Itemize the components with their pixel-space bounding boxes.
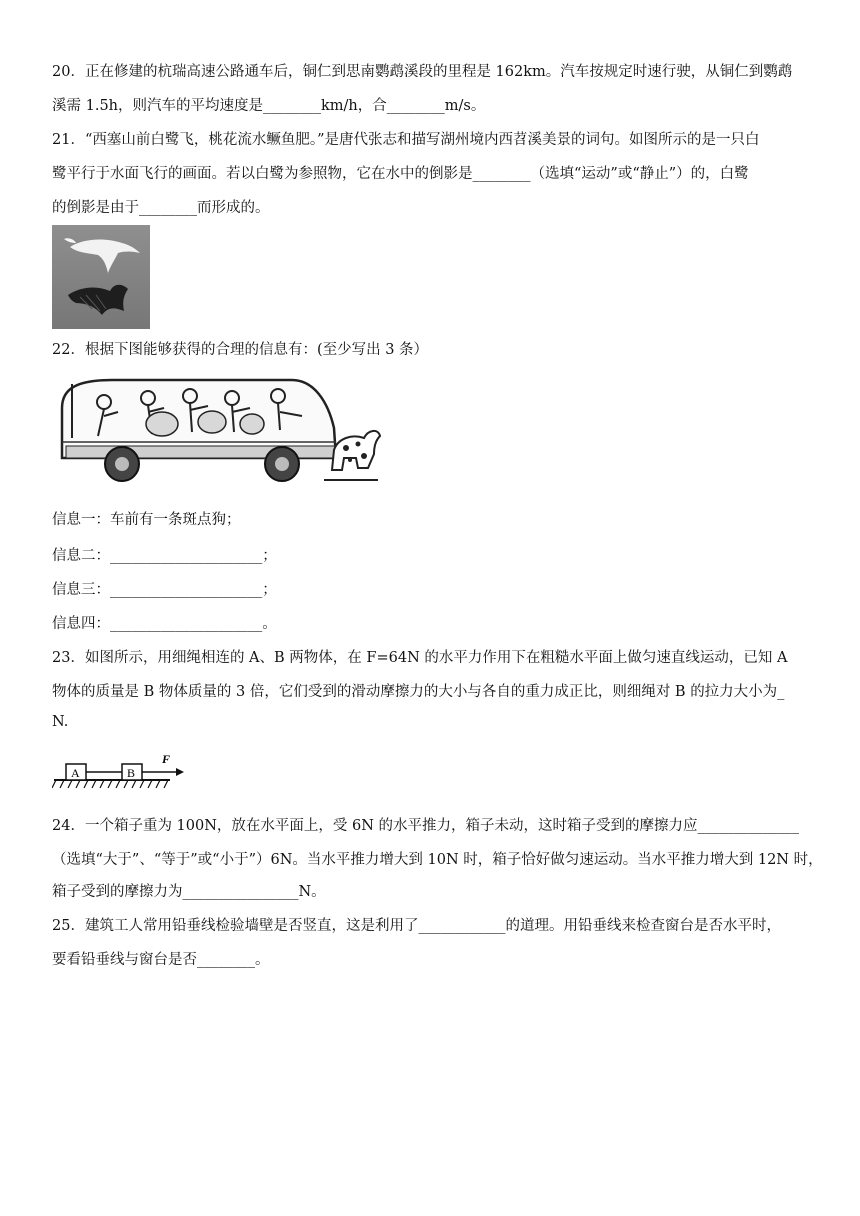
q21-line-1: 21．“西塞山前白鹭飞，桃花流水鳜鱼肥。”是唐代张志和描写湖州境内西苕溪美景的词句。如图所示的是一只白 — [52, 132, 760, 148]
q20-line-2: 溪需 1.5h，则汽车的平均速度是________km/h，合________m/s。 — [52, 98, 486, 114]
q24-line-1: 24．一个箱子重为 100N，放在水平面上，受 6N 的水平推力，箱子未动，这时箱子受到的摩擦力应______________ — [52, 818, 800, 834]
label-f: F — [162, 752, 171, 766]
q25-line-1: 25．建筑工人常用铅垂线检验墙壁是否竖直，这是利用了____________的道理。用铅垂线来检查窗台是否水平时， — [52, 918, 781, 934]
label-b: B — [127, 766, 136, 780]
q22-info-2: 信息二：_____________________； — [52, 548, 277, 564]
q24-line-3: 箱子受到的摩擦力为________________N。 — [52, 884, 326, 900]
q22-line-1: 22．根据下图能够获得的合理的信息有：(至少写出 3 条） — [52, 342, 429, 358]
q22-info-4: 信息四：_____________________。 — [52, 616, 277, 632]
q25-line-2: 要看铅垂线与窗台是否________。 — [52, 952, 270, 968]
q23-line-3: N. — [52, 714, 69, 730]
q22-info-1: 信息一：车前有一条斑点狗； — [52, 512, 241, 528]
q21-line-3: 的倒影是由于________而形成的。 — [52, 200, 270, 216]
q23-line-2: 物体的质量是 B 物体质量的 3 倍，它们受到的滑动摩擦力的大小与各自的重力成正比，则细绳对 B 的拉力大小为_ — [52, 684, 785, 700]
q23-line-1: 23．如图所示，用细绳相连的 A、B 两物体，在 F=64N 的水平力作用下在粗糙水平面上做匀速直线运动，已知 A — [52, 650, 788, 666]
q24-line-2: （选填“大于”、“等于”或“小于”）6N。当水平推力增大到 10N 时，箱子恰好做匀速运动。当水平推力增大到 12N 时， — [52, 852, 823, 868]
egret-reflection-image — [52, 225, 150, 329]
blocks-rope-force-figure — [52, 752, 186, 792]
crowded-bus-cartoon — [52, 372, 382, 490]
q20-line-1: 20．正在修建的杭瑞高速公路通车后，铜仁到思南鹦鹉溪段的里程是 162km。汽车按规定时速行驶，从铜仁到鹦鹉 — [52, 64, 793, 80]
label-a: A — [71, 766, 80, 780]
q21-line-2: 鹭平行于水面飞行的画面。若以白鹭为参照物，它在水中的倒影是________（选填“运动”或“静止”）的，白鹭 — [52, 166, 749, 182]
q22-info-3: 信息三：_____________________； — [52, 582, 277, 598]
